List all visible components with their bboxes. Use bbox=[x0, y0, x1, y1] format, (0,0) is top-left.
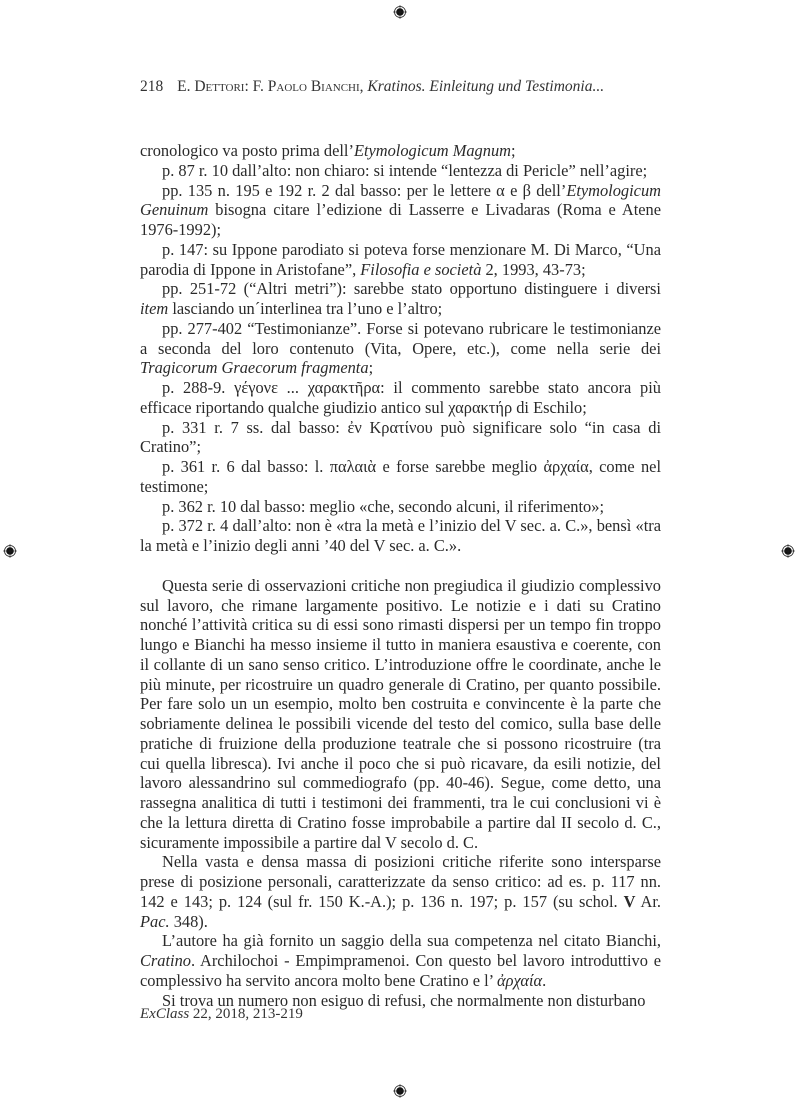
registration-mark-bottom-icon bbox=[393, 1084, 407, 1098]
corrigendum-entry: p. 362 r. 10 dal basso: meglio «che, secondo alcuni, il riferimento»; bbox=[162, 496, 604, 516]
corrigendum-entry: cronologico va posto prima dell’Etymologicum Magnum; bbox=[140, 141, 516, 160]
review-author: E. Dettori bbox=[177, 78, 245, 95]
review-paragraph: L’autore ha già fornito un saggio della sua competenza nel citato Bianchi, Cratino. Archilochoi - Empimpramenoi. Con questo bel lavoro introduttivo e complessivo ha servito ancora molto bene Cratino e l’ ἀρχαία. bbox=[140, 931, 661, 990]
separator: : bbox=[244, 78, 253, 95]
reviewed-author: F. Paolo Bianchi bbox=[252, 78, 360, 95]
corrigendum-entry: p. 361 r. 6 dal basso: l. παλαιὰ e forse sarebbe meglio ἀρχαία, come nel testimone; bbox=[140, 457, 661, 496]
corrigendum-entry: pp. 135 n. 195 e 192 r. 2 dal basso: per le lettere α e β dell’Etymologicum Genuinum bisogna citare l’edizione di Lasserre e Livadaras (Roma e Atene 1976-1992); bbox=[140, 180, 661, 239]
review-paragraph: Questa serie di osservazioni critiche non pregiudica il giudizio complessivo sul lavoro, che rimane largamente positivo. Le notizie e i dati su Cratino nonché l’attività critica su di essi sono rimasti dispersi per un tempo fin troppo lungo e Bianchi ha messo insieme il tutto in maniera esaustiva e coerente, con il collante di un sano senso critico. L’introduzione offre le coordinate, anche le più minute, per ricostruire un quadro generale di Cratino, per quanto possibile. Per fare solo un un esempio, molto ben costruita e convincente è la parte che sobriamente delinea le possibili vicende del testo del comico, sulla base delle pratiche di fruizione della produzione teatrale che si possono ricostruire (tra cui quella libresca). Ivi anche il poco che si può ricavare, da esili notizie, del lavoro alessandrino sul commediografo (pp. 40-46). Segue, come detto, una rassegna analitica di tutti i testimoni dei frammenti, tra le cui conclusioni vi è che la lettura diretta di Cratino fosse improbabile a partire dal II secolo d. C., sicuramente impossibile a partire dal V secolo d. C. bbox=[140, 575, 661, 852]
review-paragraphs bbox=[140, 576, 661, 1011]
registration-mark-top-icon bbox=[393, 5, 407, 19]
review-paragraph: Si trova un numero non esiguo di refusi, che normalmente non disturbano bbox=[162, 990, 646, 1010]
corrigendum-entry: p. 331 r. 7 ss. dal basso: ἐν Κρατίνου può significare solo “in casa di Cratino”; bbox=[140, 417, 661, 457]
corrigendum-entry: pp. 251-72 (“Altri metri”): sarebbe stato opportuno distinguere i diversi item lasciando un´interlinea tra l’uno e l’altro; bbox=[140, 279, 661, 318]
body-text bbox=[140, 141, 661, 1010]
registration-mark-left-icon bbox=[3, 544, 17, 558]
corrigendum-entry: p. 372 r. 4 dall’alto: non è «tra la metà e l’inizio del V sec. a. C.», bensì «tra la metà e l’inizio degli anni ’40 del V sec. a. C.». bbox=[140, 516, 661, 555]
corrigenda-list bbox=[140, 141, 661, 556]
corrigendum-entry: p. 87 r. 10 dall’alto: non chiaro: si intende “lentezza di Pericle” nell’agire; bbox=[162, 160, 648, 180]
book-title: Kratinos. Einleitung und Testimonia... bbox=[367, 78, 605, 95]
section-gap bbox=[140, 556, 661, 576]
running-head: 218 E. Dettori: F. Paolo Bianchi, Kratinos. Einleitung und Testimonia... bbox=[140, 78, 605, 95]
corrigendum-entry: p. 288-9. γέγονε ... χαρακτῆρα: il commento sarebbe stato ancora più efficace riportando qualche giudizio antico sul χαρακτήρ di Eschilo; bbox=[140, 378, 661, 417]
journal-citation: 22, 2018, 213-219 bbox=[189, 1006, 303, 1022]
journal-footer bbox=[140, 1006, 303, 1023]
corrigendum-entry: pp. 277-402 “Testimonianze”. Forse si potevano rubricare le testimonianze a seconda del loro contenuto (Vita, Opere, etc.), come nella serie dei Tragicorum Graecorum fragmenta; bbox=[140, 318, 661, 378]
registration-mark-right-icon bbox=[781, 544, 795, 558]
corrigendum-entry: p. 147: su Ippone parodiato si poteva forse menzionare M. Di Marco, “Una parodia di Ippone in Aristofane”, Filosofia e società 2, 1993, 43-73; bbox=[140, 239, 661, 279]
page-number: 218 bbox=[140, 78, 164, 95]
journal-name: ExClass bbox=[140, 1006, 190, 1022]
review-paragraph: Nella vasta e densa massa di posizioni critiche riferite sono intersparse prese di posizione personali, caratterizzate da senso critico: ad es. p. 117 nn. 142 e 143; p. 124 (sul fr. 150 K.-A.); p. 136 n. 197; p. 157 (su schol. V Ar. Pac. 348). bbox=[140, 852, 661, 931]
